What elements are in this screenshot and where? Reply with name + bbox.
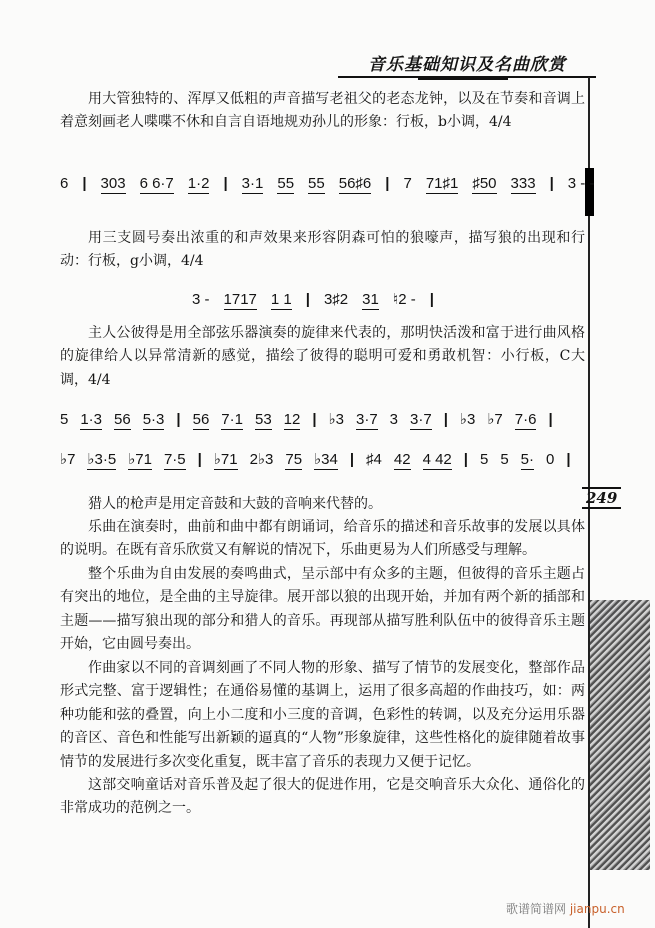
note-group: 3·1 bbox=[241, 175, 264, 192]
barline: | bbox=[566, 451, 571, 468]
note-group: 5 bbox=[60, 411, 69, 428]
note-group: ♭7 bbox=[60, 451, 76, 468]
note-group: 303 bbox=[100, 175, 126, 192]
note-group: ♯4 bbox=[366, 451, 382, 468]
note-group: 56♯6 bbox=[338, 175, 372, 192]
barline: | bbox=[82, 175, 87, 192]
note-group: 6 bbox=[60, 175, 69, 192]
note-group: 6 6·7 bbox=[139, 175, 174, 192]
notation-line-2 bbox=[192, 290, 655, 310]
note-group: ♭7 bbox=[487, 411, 503, 428]
paragraph: 用大管独特的、浑厚又低粗的声音描写老祖父的老态龙钟，以及在节奏和音调上着意刻画老人喋喋不休和自言自语地规劝孙儿的形象：行板，b小调，4/4 bbox=[60, 91, 585, 131]
note-group: 3♯2 bbox=[323, 291, 349, 308]
note-group: 7·5 bbox=[163, 451, 186, 468]
paragraph: 这部交响童话对音乐普及起了很大的促进作用，它是交响音乐大众化、通俗化的非常成功的范例之一。 bbox=[60, 777, 585, 817]
note-group: 31 bbox=[362, 291, 379, 308]
barline: | bbox=[312, 411, 317, 428]
note-group: 333 bbox=[510, 175, 536, 192]
note-group: 1·3 bbox=[80, 411, 103, 428]
note-group: 5 bbox=[500, 451, 509, 468]
note-group: 3 - bbox=[192, 291, 210, 308]
note-group: 55 bbox=[308, 175, 325, 192]
note-group: 4 42 bbox=[422, 451, 452, 468]
note-group: 75 bbox=[285, 451, 303, 468]
paragraph: 作曲家以不同的音调刻画了不同人物的形象、描写了情节的发展变化，整部作品形式完整、富于逻辑性；在通俗易懂的基调上，运用了很多高超的作曲技巧，如：两种功能和弦的叠置，向上小二度和小三度的音调，色彩性的转调，以及充分运用乐器的音区、音色和性能写出新颖的逼真的“人物”形象旋律，这些性格化的旋律随着故事情节的发展进行多次变化重复，既丰富了音乐的表现力又便于记忆。 bbox=[60, 660, 585, 770]
watermark bbox=[506, 900, 625, 917]
notation-line-3 bbox=[60, 410, 580, 430]
note-group: 55 bbox=[277, 175, 295, 192]
note-group: 3·7 bbox=[410, 411, 432, 428]
barline: | bbox=[176, 411, 181, 428]
barline: | bbox=[223, 175, 228, 192]
watermark-site: jianpu.cn bbox=[569, 902, 625, 916]
note-group: 7 bbox=[403, 175, 412, 192]
note-group: 1 1 bbox=[270, 291, 292, 308]
barline: | bbox=[385, 175, 390, 192]
note-group: 5 bbox=[479, 451, 489, 468]
note-group: ♭34 bbox=[314, 451, 338, 468]
note-group: 1717 bbox=[223, 291, 257, 308]
barline: | bbox=[305, 291, 310, 308]
note-group: ♯50 bbox=[472, 175, 497, 192]
page-number: 249 bbox=[582, 487, 621, 509]
barline: | bbox=[548, 411, 553, 428]
barline: | bbox=[429, 291, 434, 308]
notation-line-1 bbox=[60, 175, 595, 194]
header-rule-thick bbox=[418, 77, 508, 80]
note-group: 1·2 bbox=[187, 175, 210, 192]
paragraph: 整个乐曲为自由发展的奏鸣曲式，呈示部中有众多的主题，但彼得的音乐主题占有突出的地位，是全曲的主导旋律。展开部以狼的出现开始，并加有两个新的插部和主题——描写狼出现的部分和猎人的音乐。再现部从描写胜利队伍中的彼得音乐主题开始，它由圆号奏出。 bbox=[60, 566, 585, 653]
barline: | bbox=[443, 411, 448, 428]
note-group: ♭3 bbox=[328, 411, 344, 428]
watermark-cn: 歌谱简谱网 bbox=[506, 902, 567, 916]
note-group: 3·7 bbox=[355, 411, 378, 428]
note-group: 7·1 bbox=[221, 411, 243, 428]
note-group: 7·6 bbox=[514, 411, 537, 428]
edge-hatching bbox=[590, 600, 650, 870]
note-group: 12 bbox=[283, 411, 301, 428]
note-group: 2♭3 bbox=[249, 451, 274, 468]
barline: | bbox=[349, 451, 355, 468]
notation-line-4 bbox=[60, 450, 580, 470]
paragraph: 乐曲在演奏时，曲前和曲中都有朗诵词，给音乐的描述和音乐故事的发展以具体的说明。在既有音乐欣赏又有解说的情况下，乐曲更易为人们所感受与理解。 bbox=[60, 519, 585, 559]
note-group: 71♯1 bbox=[425, 175, 459, 192]
note-group: ♮2 - bbox=[392, 291, 416, 308]
running-header: 音乐基础知识及名曲欣赏 bbox=[368, 55, 566, 75]
note-group: 42 bbox=[393, 451, 411, 468]
note-group: 3 - - bbox=[567, 175, 595, 192]
note-group: ♭3·5 bbox=[87, 451, 117, 468]
note-group: 5·3 bbox=[142, 411, 165, 428]
note-group: ♭71 bbox=[128, 451, 152, 468]
paragraph: 猎人的枪声是用定音鼓和大鼓的音响来代替的。 bbox=[88, 496, 382, 512]
note-group: ♭71 bbox=[213, 451, 238, 468]
barline: | bbox=[197, 451, 202, 468]
note-group: 5· bbox=[520, 451, 534, 468]
note-group: 53 bbox=[254, 411, 272, 428]
barline: | bbox=[549, 175, 554, 192]
paragraph: 主人公彼得是用全部弦乐器演奏的旋律来代表的，那明快活泼和富于进行曲风格的旋律给人以异常清新的感觉，描绘了彼得的聪明可爱和勇敢机智：小行板，C大调，4/4 bbox=[60, 325, 585, 388]
paragraph: 用三支圆号奏出浓重的和声效果来形容阴森可怕的狼嚎声，描写狼的出现和行动：行板，g小调，4/4 bbox=[60, 230, 585, 270]
note-group: 56 bbox=[192, 411, 210, 428]
note-group: ♭3 bbox=[459, 411, 476, 428]
note-group: 3 bbox=[389, 411, 399, 428]
note-group: 0 bbox=[546, 451, 555, 468]
note-group: 56 bbox=[114, 411, 131, 428]
barline: | bbox=[463, 451, 468, 468]
